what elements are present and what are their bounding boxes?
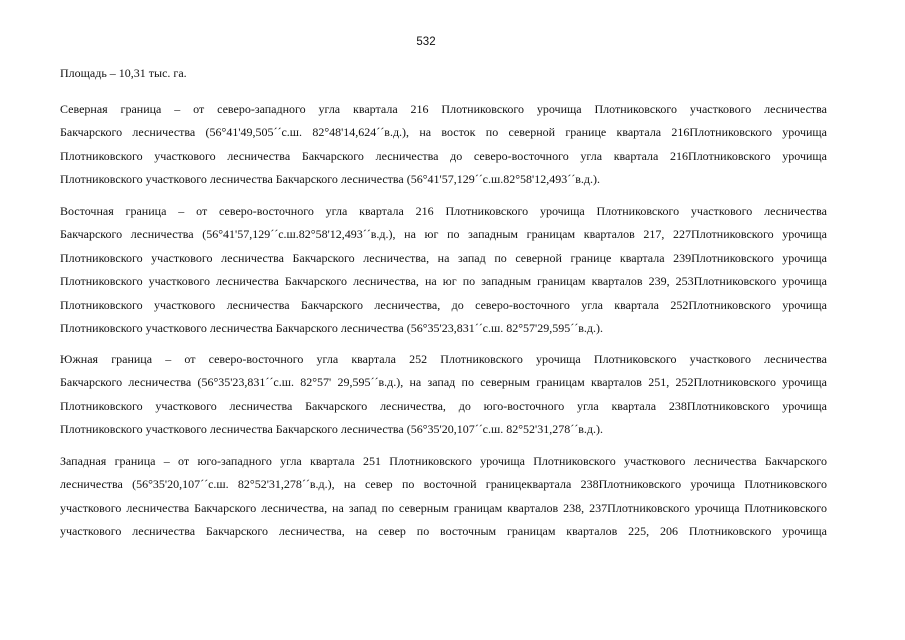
paragraph-south-boundary [24, 348, 827, 442]
text-line: Западная граница – от юго-западного угла квартала 251 Плотниковского урочища Плотниковского участкового лесничества Бакчарского [60, 454, 827, 468]
text-line: Плотниковского участкового лесничества Бакчарского лесничества, до северо-восточного угла квартала 252Плотниковского урочища [60, 297, 827, 312]
text-line: Плотниковского участкового лесничества Бакчарского лесничества (56°35'20,107´´с.ш. 82°52'31,278´´в.д.). [60, 422, 603, 437]
text-line: участкового лесничества Бакчарского лесничества, на север по восточным границам кварталов 225, 206 Плотниковского урочища [60, 524, 827, 539]
paragraph-north-boundary [24, 98, 827, 192]
area-statement: Площадь – 10,31 тыс. га. [60, 66, 187, 80]
text-line: Южная граница – от северо-восточного угла квартала 252 Плотниковского урочища Плотниковского участкового лесничества [60, 352, 827, 366]
text-line: Плотниковского участкового лесничества Бакчарского лесничества (56°35'23,831´´с.ш. 82°57'29,595´´в.д.). [60, 320, 603, 335]
text-line: Бакчарского лесничества (56°41'57,129´´с.ш.82°58'12,493´´в.д.), на юг по западным границам кварталов 217, 227Плотниковского урочища [60, 227, 827, 242]
text-line: Бакчарского лесничества (56°41'49,505´´с.ш. 82°48'14,624´´в.д.), на восток по северной границе квартала 216Плотниковского урочища [60, 125, 827, 140]
text-line: Плотниковского участкового лесничества Бакчарского лесничества, на запад по северной границе квартала 239Плотниковского урочища [60, 250, 827, 265]
text-line: Северная граница – от северо-западного угла квартала 216 Плотниковского урочища Плотниковского участкового лесничества [60, 102, 827, 116]
text-line: участкового лесничества Бакчарского лесничества, на запад по северным границам кварталов 238, 237Плотниковского урочища Плотниковского [60, 500, 827, 515]
text-line: Плотниковского участкового лесничества Бакчарского лесничества (56°41'57,129´´с.ш.82°58'12,493´´в.д.). [60, 172, 600, 187]
paragraph-east-boundary [24, 200, 827, 340]
text-line: Плотниковского участкового лесничества Бакчарского лесничества до северо-восточного угла квартала 216Плотниковского урочища [60, 148, 827, 163]
text-line: Бакчарского лесничества (56°35'23,831´´с.ш. 82°57' 29,595´´в.д.), на запад по северным границам кварталов 251, 252Плотниковского урочища [60, 375, 827, 390]
paragraph-west-boundary [24, 450, 827, 544]
text-line: лесничества (56°35'20,107´´с.ш. 82°52'31,278´´в.д.), на север по восточной границеквартала 238Плотниковского урочища Плотниковского [60, 477, 827, 492]
text-line: Плотниковского участкового лесничества Бакчарского лесничества, до юго-восточного угла квартала 238Плотниковского урочища [60, 398, 827, 413]
text-line: Восточная граница – от северо-восточного угла квартала 216 Плотниковского урочища Плотниковского участкового лесничества [60, 204, 827, 218]
text-line: Плотниковского участкового лесничества Бакчарского лесничества, на юг по западным границам кварталов 239, 253Плотниковского урочища [60, 274, 827, 289]
page-number: 532 [416, 36, 436, 48]
